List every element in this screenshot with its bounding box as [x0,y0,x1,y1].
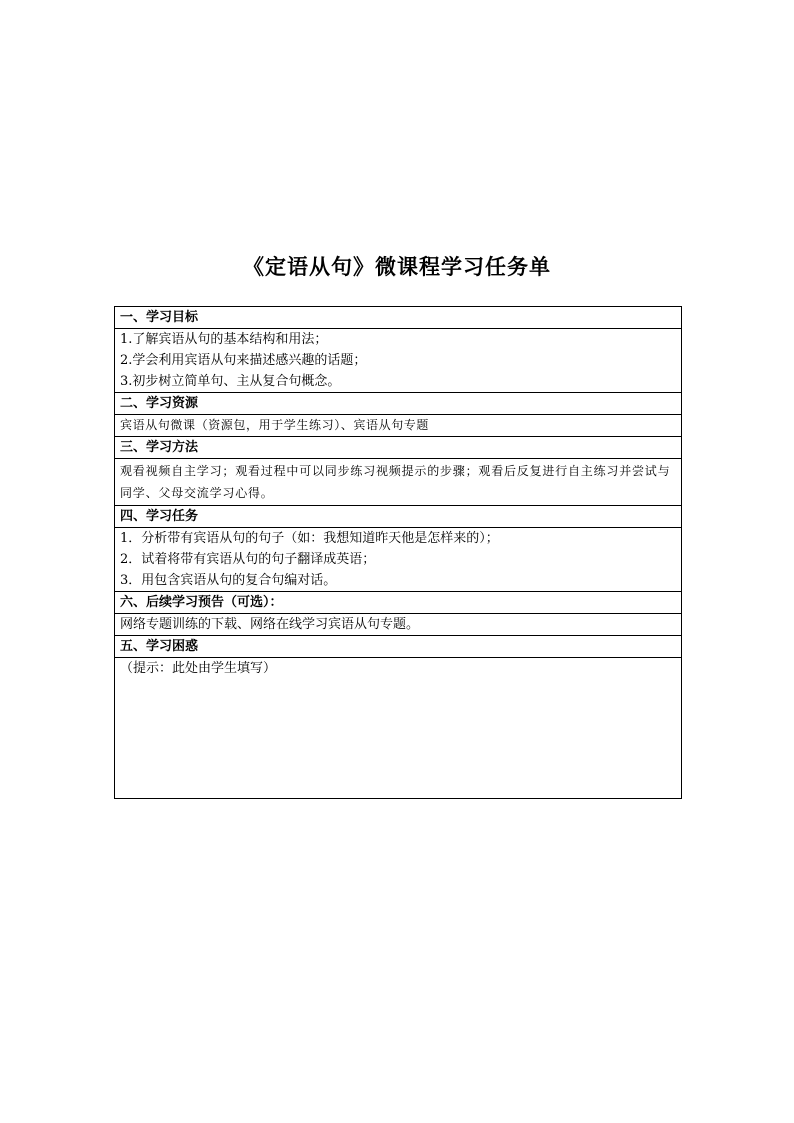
goal-item: 1.了解宾语从句的基本结构和用法； [120,332,328,347]
tasks-heading: 四、学习任务 [115,506,682,528]
preview-cell [115,614,682,636]
section-header-resources [115,393,682,415]
section-body-tasks [115,528,682,592]
section-body-resources [115,415,682,437]
goals-cell [115,329,682,393]
task-item: 2．试着将带有宾语从句的句子翻译成英语； [120,552,376,567]
resources-text: 宾语从句微课（资源包，用于学生练习）、宾语从句专题 [120,418,430,432]
section-body-goals [115,329,682,393]
methods-text: 观看视频自主学习；观看过程中可以同步练习视频提示的步骤；观看后反复进行自主练习并尝试与同学、父母交流学习心得。 [120,464,671,500]
confusion-hint: （提示：此处由学生填写） [120,661,277,676]
section-header-goals [115,307,682,329]
document-title: 《定语从句》微课程学习任务单 [243,254,551,279]
goals-heading: 一、学习目标 [115,307,682,329]
section-header-tasks [115,506,682,528]
section-body-methods [115,459,682,506]
resources-heading: 二、学习资源 [115,393,682,415]
confusion-heading: 五、学习困惑 [115,636,682,658]
confusion-cell [115,658,682,799]
preview-heading: 六、后续学习预告（可选）： [115,592,682,614]
goal-item: 3.初步树立简单句、主从复合句概念。 [120,374,341,389]
task-sheet-table [114,306,682,799]
task-item: 3．用包含宾语从句的复合句编对话。 [120,573,337,588]
section-body-preview [115,614,682,636]
goal-item: 2.学会利用宾语从句来描述感兴趣的话题； [120,353,367,368]
preview-text: 网络专题训练的下载、网络在线学习宾语从句专题。 [120,617,420,632]
task-item: 1．分析带有宾语从句的句子（如：我想知道昨天他是怎样来的）； [120,531,499,546]
tasks-cell [115,528,682,592]
resources-cell [115,415,682,437]
methods-cell [115,459,682,506]
section-header-methods [115,437,682,459]
section-header-preview [115,592,682,614]
section-header-confusion [115,636,682,658]
section-body-confusion [115,658,682,799]
methods-heading: 三、学习方法 [115,437,682,459]
